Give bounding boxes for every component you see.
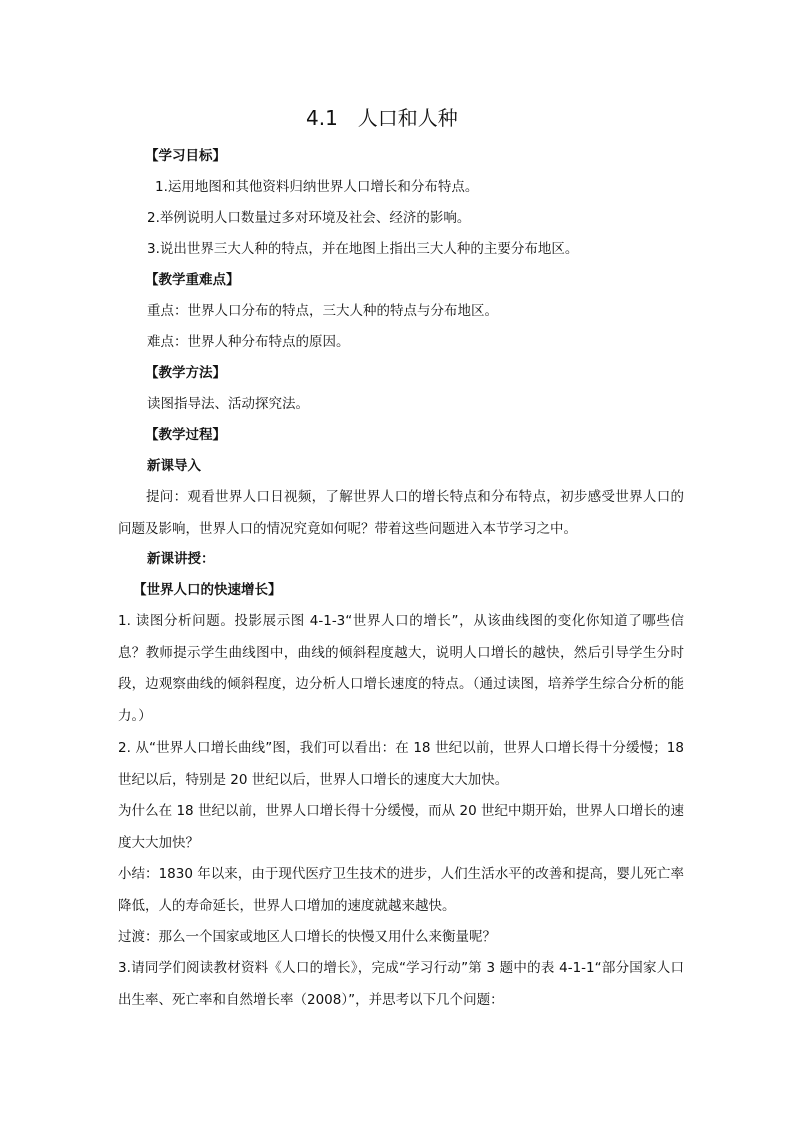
lecture-heading: 新课讲授：	[147, 551, 215, 567]
methods-heading: 【教学方法】	[145, 365, 226, 381]
paragraph-2: 2. 从“世界人口增长曲线”图，我们可以看出：在 18 世纪以前，世界人口增长得十分缓慢；18 世纪以后，特别是 20 世纪以后，世界人口增长的速度大大加快。	[118, 740, 684, 788]
objective-item-1: 1.运用地图和其他资料归纳世界人口增长和分布特点。	[155, 179, 479, 195]
difficult-point-text: 难点：世界人种分布特点的原因。	[147, 334, 350, 350]
paragraph-6: 3.请同学们阅读教材资料《人口的增长》，完成“学习行动”第 3 题中的表 4-1-1“部分国家人口出生率、死亡率和自然增长率（2008）”，并思考以下几个问题：	[118, 960, 684, 1008]
objectives-heading: 【学习目标】	[145, 148, 226, 164]
intro-paragraph: 提问：观看世界人口日视频，了解世界人口的增长特点和分布特点，初步感受世界人口的问题及影响，世界人口的情况究竟如何呢？带着这些问题进入本节学习之中。	[118, 489, 684, 537]
methods-text: 读图指导法、活动探究法。	[147, 396, 309, 412]
intro-heading: 新课导入	[147, 458, 201, 474]
key-points-heading: 【教学重难点】	[145, 272, 240, 288]
paragraph-1: 1. 读图分析问题。投影展示图 4-1-3“世界人口的增长”，从该曲线图的变化你知道了哪些信息？教师提示学生曲线图中，曲线的倾斜程度越大，说明人口增长的越快，然后引导学生分时段，边观察曲线的倾斜程度，边分析人口增长速度的特点。（通过读图，培养学生综合分析的能力。）	[118, 613, 684, 724]
process-heading: 【教学过程】	[145, 427, 226, 443]
key-point-text: 重点：世界人口分布的特点，三大人种的特点与分布地区。	[147, 303, 498, 319]
paragraph-4: 小结：1830 年以来，由于现代医疗卫生技术的进步，人们生活水平的改善和提高，婴儿死亡率降低，人的寿命延长，世界人口增加的速度就越来越快。	[118, 866, 684, 914]
section-heading: 【世界人口的快速增长】	[133, 582, 282, 598]
page-title: 4.1 人口和人种	[306, 106, 458, 130]
paragraph-3: 为什么在 18 世纪以前，世界人口增长得十分缓慢，而从 20 世纪中期开始，世界人口增长的速度大大加快？	[118, 803, 684, 851]
objective-item-3: 3.说出世界三大人种的特点，并在地图上指出三大人种的主要分布地区。	[147, 241, 579, 257]
objective-item-2: 2.举例说明人口数量过多对环境及社会、经济的影响。	[147, 210, 471, 226]
paragraph-5: 过渡：那么一个国家或地区人口增长的快慢又用什么来衡量呢？	[118, 929, 496, 945]
